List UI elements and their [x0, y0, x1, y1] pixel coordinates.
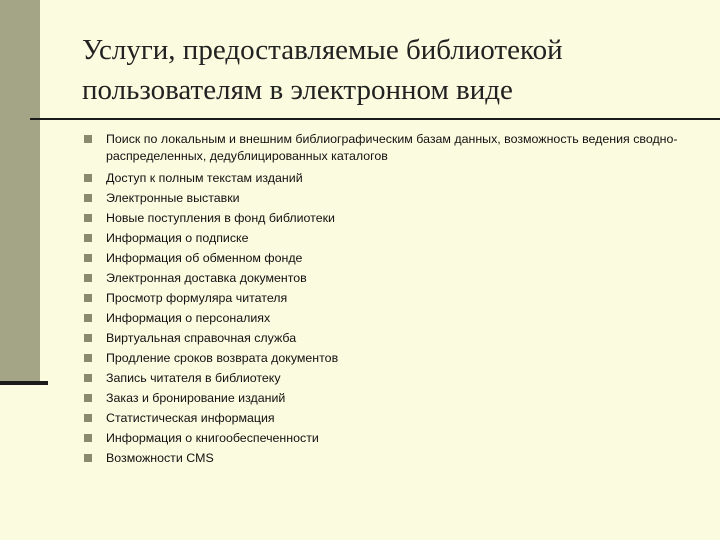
side-decoration-rule [0, 381, 48, 385]
list-item [84, 428, 684, 448]
list-item [84, 368, 684, 388]
square-bullet-icon [84, 294, 92, 302]
side-decoration-bar [0, 0, 40, 383]
title-line-2: пользователям в электронном виде [82, 74, 513, 106]
list-item-text: Статистическая информация [106, 411, 275, 425]
square-bullet-icon [84, 254, 92, 262]
list-item-text: Электронная доставка документов [106, 271, 307, 285]
list-item-text: Просмотр формуляра читателя [106, 291, 288, 305]
square-bullet-icon [84, 194, 92, 202]
list-item [84, 228, 684, 248]
list-item-text: Поиск по локальным и внешним библиографическим базам данных, возможность ведения сводно-распределенных, дедублицированных каталогов [106, 132, 678, 163]
square-bullet-icon [84, 314, 92, 322]
square-bullet-icon [84, 214, 92, 222]
list-item-text: Электронные выставки [106, 191, 240, 205]
list-item [84, 308, 684, 328]
title-divider [30, 118, 720, 120]
list-item [84, 208, 684, 228]
list-item [84, 188, 684, 208]
square-bullet-icon [84, 414, 92, 422]
list-item-text: Продление сроков возврата документов [106, 351, 339, 365]
list-item [84, 168, 684, 188]
square-bullet-icon [84, 274, 92, 282]
square-bullet-icon [84, 354, 92, 362]
list-item-text: Запись читателя в библиотеку [106, 371, 281, 385]
list-item [84, 248, 684, 268]
square-bullet-icon [84, 135, 92, 143]
list-item-text: Заказ и бронирование изданий [106, 391, 286, 405]
square-bullet-icon [84, 434, 92, 442]
list-item-text: Виртуальная справочная служба [106, 331, 297, 345]
list-item-text: Информация о подписке [106, 231, 249, 245]
list-item-text: Информация о персоналиях [106, 311, 271, 325]
title-line-1: Услуги, предоставляемые библиотекой [82, 34, 563, 66]
slide-title [82, 30, 702, 110]
list-item [84, 130, 684, 168]
services-list [84, 130, 684, 468]
list-item [84, 348, 684, 368]
square-bullet-icon [84, 374, 92, 382]
list-item-text: Возможности CMS [106, 451, 214, 465]
list-item-text: Информация об обменном фонде [106, 251, 303, 265]
list-item-text: Доступ к полным текстам изданий [106, 171, 303, 185]
list-item-text: Информация о книгообеспеченности [106, 431, 319, 445]
list-item [84, 388, 684, 408]
square-bullet-icon [84, 454, 92, 462]
list-item [84, 268, 684, 288]
list-item [84, 448, 684, 468]
square-bullet-icon [84, 234, 92, 242]
square-bullet-icon [84, 174, 92, 182]
list-item [84, 288, 684, 308]
square-bullet-icon [84, 394, 92, 402]
list-item-text: Новые поступления в фонд библиотеки [106, 211, 335, 225]
square-bullet-icon [84, 334, 92, 342]
list-item [84, 328, 684, 348]
list-item [84, 408, 684, 428]
